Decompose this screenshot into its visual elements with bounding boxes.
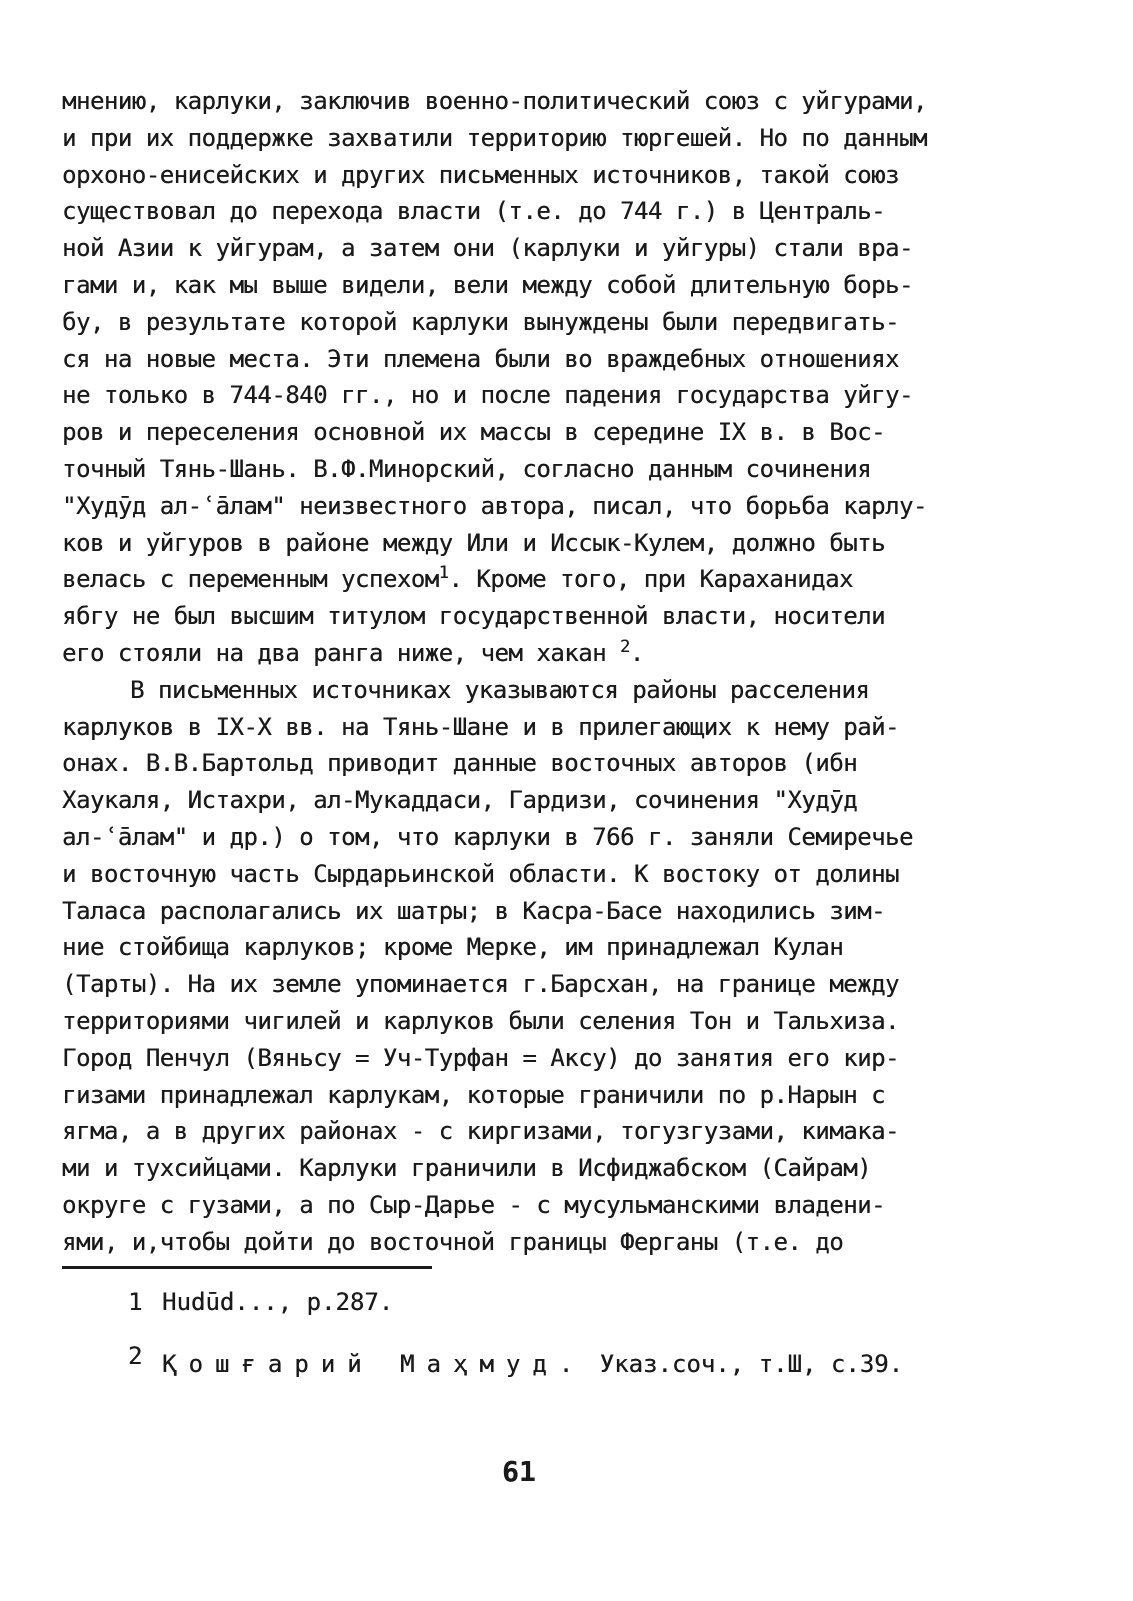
text-line: мнению, карлуки, заключив военно-политический союз с уйгурами, (62, 87, 927, 115)
text-line: гизами принадлежал карлукам, которые граничили по р.Нарын с (62, 1080, 886, 1109)
footnote-author: Қошғарий Маҳмуд. (162, 1350, 586, 1378)
text-line: территориями чигилей и карлуков были селения Тон и Тальхиза. (62, 1006, 899, 1035)
footnote-text: Hudūd..., p.287. (162, 1288, 394, 1316)
text-line: и при их поддержке захватили территорию тюргешей. Но по данным (62, 123, 927, 152)
main-text (62, 83, 1052, 1261)
text-line: ков и уйгуров в районе между Или и Иссык-Кулем, должно быть (62, 528, 886, 557)
text-line: онах. В.В.Бартольд приводит данные восточных авторов (ибн (62, 749, 858, 778)
footnote-text: Указ.соч., т.Ш, с.39. (599, 1350, 904, 1378)
text-line: карлуков в IX-X вв. на Тянь-Шане и в прилегающих к нему рай- (62, 712, 899, 741)
text-line: не только в 744-840 гг., но и после падения государства уйгу- (62, 381, 913, 410)
text-line: ся на новые места. Эти племена были во враждебных отношениях (62, 344, 899, 373)
page-number: 61 (502, 1455, 536, 1488)
footnote-number: 2 (128, 1342, 143, 1370)
text-line: ями, и,чтобы дойти до восточной границы Ферганы (т.е. до (62, 1227, 844, 1256)
text-line: ал-ʿāлам" и др.) о том, что карлуки в 766 г. заняли Семиречье (62, 822, 913, 851)
text-line: и восточную часть Сырдарьинской области. К востоку от долины (62, 859, 899, 888)
line-text-tail: . Кроме того, при Караханидах (448, 565, 853, 594)
text-line: бу, в результате которой карлуки вынуждены были передвигать- (62, 307, 899, 336)
text-line: (Тарты). На их земле упоминается г.Барсхан, на границе между (62, 970, 899, 999)
text-line: ров и переселения основной их массы в середине IX в. в Вос- (62, 418, 886, 447)
text-line: гами и, как мы выше видели, вели между собой длительную борь- (62, 270, 913, 299)
footnote-1 (128, 1288, 393, 1316)
paragraph-start-line: В письменных источниках указываются районы расселения (130, 675, 870, 704)
line-text: велась с переменным успехом (62, 565, 439, 594)
footnote-ref-1[interactable]: 1 (438, 563, 449, 584)
footnote-ref-2[interactable]: 2 (619, 636, 630, 657)
text-line: ние стойбища карлуков; кроме Мерке, им принадлежал Кулан (62, 933, 844, 962)
text-line: ябгу не был высшим титулом государственной власти, носители (62, 602, 886, 631)
footnote-number: 1 (128, 1288, 143, 1316)
footnote-2 (128, 1342, 903, 1378)
text-line: орхоно-енисейских и других письменных источников, такой союз (62, 160, 899, 189)
footnote-separator (62, 1266, 432, 1269)
text-line: ягма, а в других районах - с киргизами, тогузгузами, кимака- (62, 1117, 899, 1146)
text-line: Город Пенчул (Вяньсу = Уч-Турфан = Аксу) до занятия его кир- (62, 1043, 899, 1072)
line-text: его стояли на два ранга ниже, чем хакан (62, 638, 607, 667)
text-line: "Худӯд ал-ʿāлам" неизвестного автора, писал, что борьба карлу- (62, 491, 927, 520)
text-line: точный Тянь-Шань. В.Ф.Минорский, согласно данным сочинения (62, 454, 872, 483)
text-line (62, 635, 1052, 672)
text-line: округе с гузами, а по Сыр-Дарье - с мусульманскими владени- (62, 1190, 886, 1219)
text-line: Таласа располагались их шатры; в Касра-Басе находились зим- (62, 896, 886, 925)
text-line: ми и тухсийцами. Карлуки граничили в Исфиджабском (Сайрам) (62, 1154, 872, 1183)
text-line: Хаукаля, Истахри, ал-Мукаддаси, Гардизи, сочинения "Худӯд (62, 786, 858, 815)
text-line (62, 561, 1052, 598)
text-line: ной Азии к уйгурам, а затем они (карлуки и уйгуры) стали вра- (62, 234, 913, 263)
text-line: существовал до перехода власти (т.е. до 744 г.) в Централь- (62, 197, 886, 226)
line-text-tail: . (629, 638, 644, 667)
